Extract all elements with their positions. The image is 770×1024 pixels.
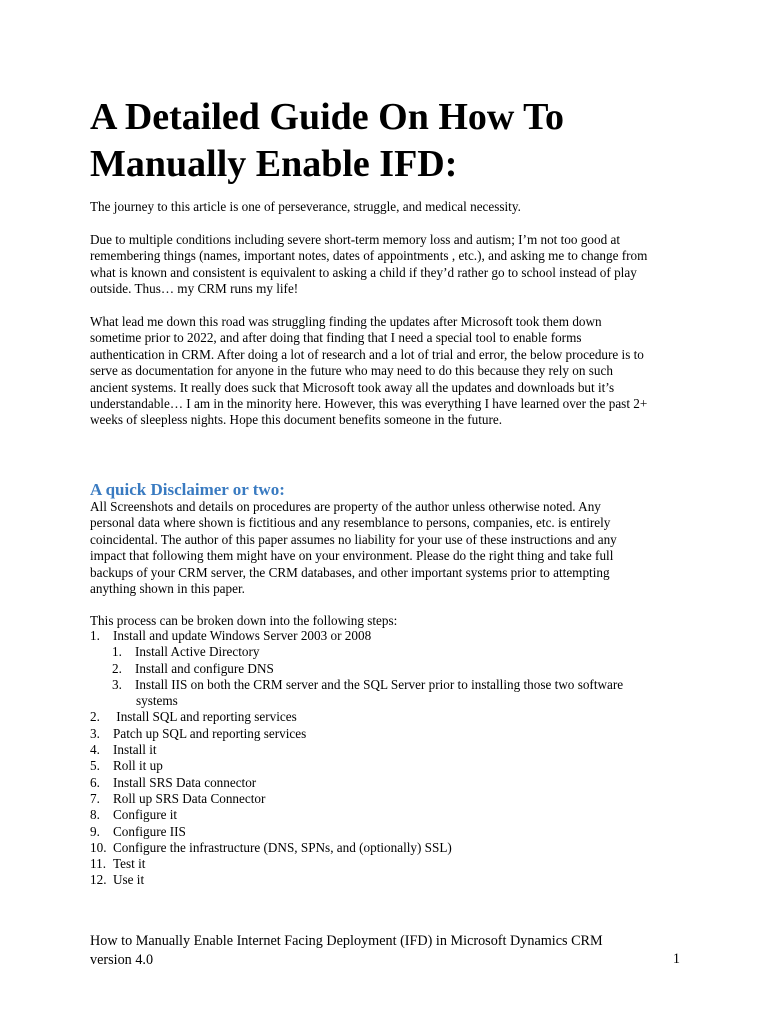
substep-item bbox=[90, 661, 623, 677]
step-text: Install and configure DNS bbox=[135, 660, 274, 676]
step-number: 2. bbox=[112, 660, 122, 676]
page-number: 1 bbox=[672, 951, 680, 967]
step-item bbox=[90, 775, 623, 791]
step-number: 3. bbox=[112, 676, 122, 692]
paragraph-line: backups of your CRM server, the CRM databases, and other important systems prior to attempting bbox=[90, 564, 610, 580]
page-footer bbox=[90, 932, 690, 970]
step-text: Install Active Directory bbox=[135, 644, 260, 660]
paragraph-line: serve as documentation for anyone in the future who may need to do this because they rely on such bbox=[90, 363, 613, 379]
step-item bbox=[90, 840, 623, 856]
paragraph-line: what is known and consistent is equivalent to asking a child if they’d rather go to school instead of play bbox=[90, 264, 637, 280]
step-item bbox=[90, 872, 623, 888]
step-text: Install IIS on both the CRM server and the SQL Server prior to installing those two software bbox=[135, 676, 624, 692]
step-text: Install and update Windows Server 2003 or 2008 bbox=[113, 628, 372, 643]
paragraph-line: impact that following them might have on your environment. Please do the right thing and take full bbox=[90, 548, 614, 564]
background-paragraph bbox=[90, 314, 690, 429]
step-number: 12. bbox=[90, 872, 107, 888]
step-text: Use it bbox=[113, 872, 145, 888]
steps-intro bbox=[90, 613, 690, 629]
step-text: Configure it bbox=[113, 807, 178, 823]
step-text: Roll up SRS Data Connector bbox=[113, 790, 266, 806]
title-line-2: Manually Enable IFD: bbox=[90, 143, 458, 185]
step-item bbox=[90, 856, 623, 872]
paragraph-line: sometime prior to 2022, and after doing that finding that I need a special tool to enable forms bbox=[90, 330, 582, 346]
step-number: 8. bbox=[90, 807, 100, 823]
paragraph-line: remembering things (names, important notes, dates of appointments , etc.), and asking me to change from bbox=[90, 248, 648, 264]
step-number: 1. bbox=[90, 628, 100, 643]
paragraph-line: understandable… I am in the minority here. However, this was everything I have learned over the past 2+ bbox=[90, 396, 648, 412]
steps-list bbox=[90, 628, 623, 889]
step-item bbox=[90, 791, 623, 807]
step-item bbox=[90, 824, 623, 840]
footer-line-1: How to Manually Enable Internet Facing Deployment (IFD) in Microsoft Dynamics CRM bbox=[90, 933, 603, 949]
substep-continuation: systems bbox=[136, 693, 178, 709]
step-text: Patch up SQL and reporting services bbox=[113, 725, 307, 741]
disclaimer-paragraph bbox=[90, 499, 690, 597]
footer-line-2: version 4.0 bbox=[90, 952, 154, 968]
substep-item bbox=[90, 644, 623, 660]
substep-item bbox=[90, 677, 623, 693]
step-item bbox=[90, 726, 623, 742]
step-number: 5. bbox=[90, 758, 100, 774]
steps-intro-text: This process can be broken down into the following steps: bbox=[90, 613, 398, 628]
paragraph-line: outside. Thus… my CRM runs my life! bbox=[90, 281, 299, 297]
step-text: Install it bbox=[113, 742, 157, 758]
paragraph-line: All Screenshots and details on procedures are property of the author unless otherwise noted. Any bbox=[90, 499, 601, 514]
step-item bbox=[90, 807, 623, 823]
intro-text: The journey to this article is one of perseverance, struggle, and medical necessity. bbox=[90, 199, 521, 214]
paragraph-line: weeks of sleepless nights. Hope this document benefits someone in the future. bbox=[90, 412, 503, 428]
step-number: 3. bbox=[90, 725, 100, 741]
intro-paragraph bbox=[90, 199, 690, 215]
paragraph-line: ancient systems. It really does suck that Microsoft took away all the updates and downloads but it’s bbox=[90, 379, 615, 395]
paragraph-line: authentication in CRM. After doing a lot of research and a lot of trial and error, the below procedure is to bbox=[90, 346, 644, 362]
document-title bbox=[90, 94, 710, 188]
step-number: 10. bbox=[90, 839, 107, 855]
paragraph-line: What lead me down this road was struggling finding the updates after Microsoft took them down bbox=[90, 314, 602, 329]
step-item bbox=[90, 742, 623, 758]
step-text: Install SQL and reporting services bbox=[113, 709, 297, 725]
step-number: 7. bbox=[90, 790, 100, 806]
paragraph-line: coincidental. The author of this paper assumes no liability for your use of these instructions and any bbox=[90, 531, 617, 547]
step-number: 9. bbox=[90, 823, 100, 839]
step-number: 4. bbox=[90, 742, 100, 758]
step-number: 2. bbox=[90, 709, 100, 725]
title-line-1: A Detailed Guide On How To bbox=[90, 96, 565, 138]
step-text: Configure the infrastructure (DNS, SPNs, and (optionally) SSL) bbox=[113, 839, 452, 855]
paragraph-line: personal data where shown is fictitious and any resemblance to persons, companies, etc. is entirely bbox=[90, 515, 611, 531]
memory-paragraph bbox=[90, 232, 690, 298]
step-text: Test it bbox=[113, 856, 146, 872]
step-number: 1. bbox=[112, 644, 122, 660]
disclaimer-heading: A quick Disclaimer or two: bbox=[90, 480, 285, 499]
step-item bbox=[90, 709, 623, 725]
step-item bbox=[90, 758, 623, 774]
step-text: Install SRS Data connector bbox=[113, 774, 257, 790]
step-number: 11. bbox=[90, 856, 106, 872]
step-text: Roll it up bbox=[113, 758, 163, 774]
paragraph-line: Due to multiple conditions including severe short-term memory loss and autism; I’m not too good at bbox=[90, 232, 620, 247]
step-number: 6. bbox=[90, 774, 100, 790]
step-item bbox=[90, 628, 623, 644]
paragraph-line: anything shown in this paper. bbox=[90, 581, 245, 597]
step-text: Configure IIS bbox=[113, 823, 186, 839]
